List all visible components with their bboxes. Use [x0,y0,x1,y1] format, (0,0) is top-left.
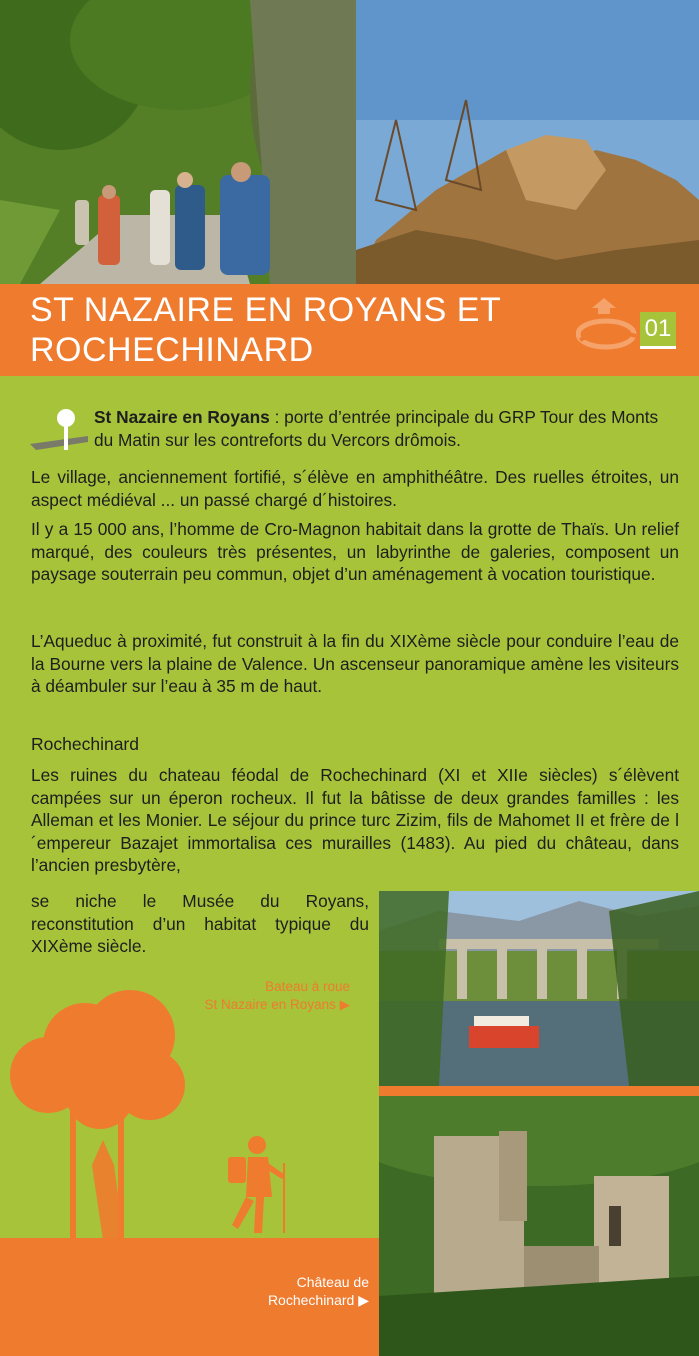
photo-chateau-ruins [379,1096,699,1356]
intro-bold: St Nazaire en Royans [94,407,270,427]
intro-paragraph [94,406,678,451]
triangle-right-icon: ▶ [358,1292,369,1308]
route-logo-icon [576,296,642,352]
caption-chateau-line2: Rochechinard [267,1292,355,1308]
photo-divider [379,1086,699,1096]
subheading-rochechinard: Rochechinard [31,734,139,754]
photo-rock-cliff [356,0,699,284]
tree-hiker-silhouette-icon [0,985,379,1240]
caption-bateau-line1: Bateau à roue [265,979,350,994]
intro-text: : porte d’entrée principale du GRP Tour des Monts du Matin sur les contreforts du Vercors drômois. [94,407,659,450]
paragraph-aqueduc: L’Aqueduc à proximité, fut construit à la fin du XIXème siècle pour conduire l’eau de la Bourne vers la plaine de Valence. Un ascenseur panoramique amène les visiteurs à déambuler sur l’eau à 35 m de haut. [31,631,679,696]
paragraph-rochechinard: Les ruines du chateau féodal de Rochechinard (XI et XIIe siècles) s´élèvent campées sur un éperon rocheux. Il fut la bâtisse de deux grandes familles : les Alleman et les Monier. Le séjour du prince turc Zizim, fils de Mahomet II et frère de l´empereur Bazajet immortalisa ces murailles (1483). Au pied du château, dans l’ancien presbytère, [31,765,679,875]
paragraph-musee: se niche le Musée du Royans, reconstitution d’un habitat typique du XIXème siècle. [31,891,369,956]
caption-chateau-line1: Château de [296,1274,369,1290]
paragraph-grotte: Il y a 15 000 ans, l’homme de Cro-Magnon habitait dans la grotte de Thaïs. Un relief marqué, des couleurs très présentes, un labyrinthe de galeries, composent un paysage souterrain peu commun, objet d’un aménagement à vocation touristique. [31,519,679,584]
photo-paddle-steamer [379,891,699,1086]
page-title: ST NAZAIRE EN ROYANS ET ROCHECHINARD [30,291,501,369]
triangle-right-icon: ▶ [339,997,350,1012]
paragraph-village: Le village, anciennement fortifié, s´élève en amphithéâtre. Des ruelles étroites, un aspect médiéval ... un passé chargé d´histoires. [31,467,679,510]
caption-bateau-line2: St Nazaire en Royans [204,997,336,1012]
map-pin-icon [28,406,88,456]
caption-chateau [150,1273,369,1309]
section-number-badge: 01 [640,312,676,349]
photo-hikers [0,0,356,284]
